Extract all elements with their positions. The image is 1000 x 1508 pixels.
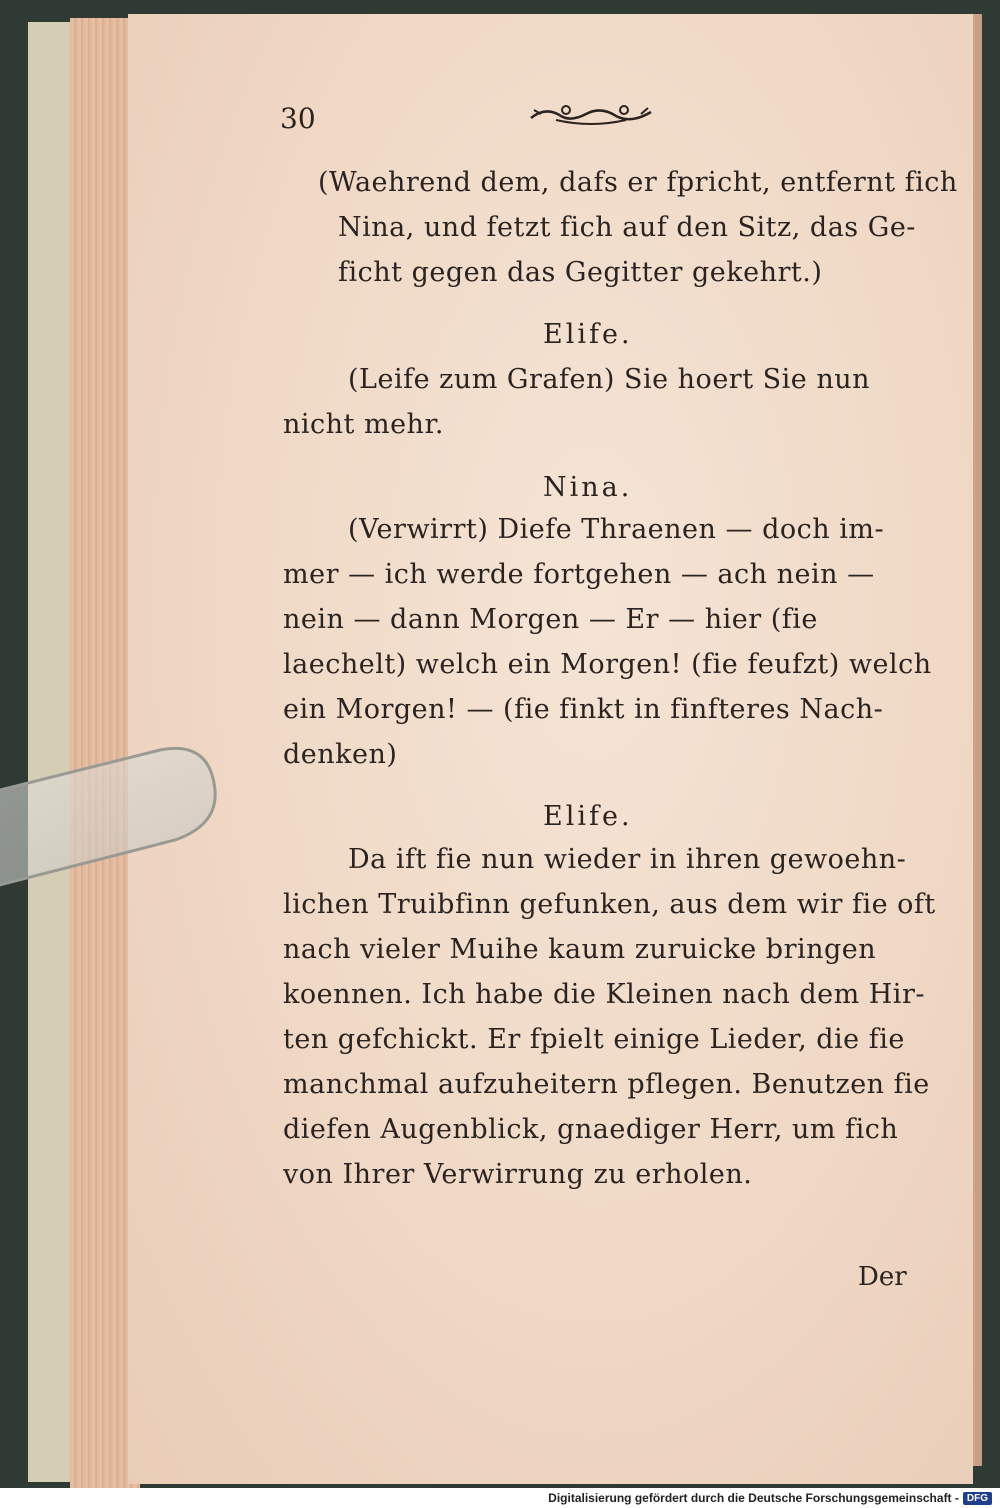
catchword: Der [858,1262,907,1292]
text-line: nicht mehr. [283,409,444,440]
ornament-icon [526,98,656,132]
text-line: mer — ich werde fortgehen — ach nein — [283,559,875,590]
text-line: denken) [283,739,398,770]
text-line: Nina, und fetzt fich auf den Sitz, das Ge- [338,212,916,243]
text-line: nach vieler Muihe kaum zuruicke bringen [283,934,877,965]
text-line: (Verwirrt) Diefe Thraenen — doch im- [348,514,885,545]
speaker-name: Nina. [543,472,633,503]
book-page [128,14,973,1484]
dfg-logo: DFG [963,1492,992,1505]
text-line: lichen Truibfinn gefunken, aus dem wir fie oft [283,889,936,920]
text-line: (Waehrend dem, dafs er fpricht, entfernt fich [318,167,958,198]
text-line: Da ift fie nun wieder in ihren gewoehn- [348,844,907,875]
footer-credit-bar [0,1488,1000,1508]
text-line: diefen Augenblick, gnaediger Herr, um fich [283,1114,899,1145]
page-holder-ruler [0,745,220,895]
text-line: koennen. Ich habe die Kleinen nach dem Hir- [283,979,925,1010]
speaker-name: Elife. [543,801,633,832]
speaker-name: Elife. [543,319,633,350]
text-line: (Leife zum Grafen) Sie hoert Sie nun [348,364,870,395]
text-line: nein — dann Morgen — Er — hier (fie [283,604,818,635]
text-line: ficht gegen das Gegitter gekehrt.) [338,257,823,288]
text-line: von Ihrer Verwirrung zu erholen. [283,1159,753,1190]
text-line: ein Morgen! — (fie finkt in finfteres Nach- [283,694,884,725]
footer-credit: Digitalisierung gefördert durch die Deutsche Forschungsgemeinschaft - [548,1491,959,1505]
text-line: ten gefchickt. Er fpielt einige Lieder, die fie [283,1024,905,1055]
text-line: manchmal aufzuheitern pflegen. Benutzen fie [283,1069,930,1100]
text-line: laechelt) welch ein Morgen! (fie feufzt) welch [283,649,932,680]
page-number: 30 [280,102,316,135]
